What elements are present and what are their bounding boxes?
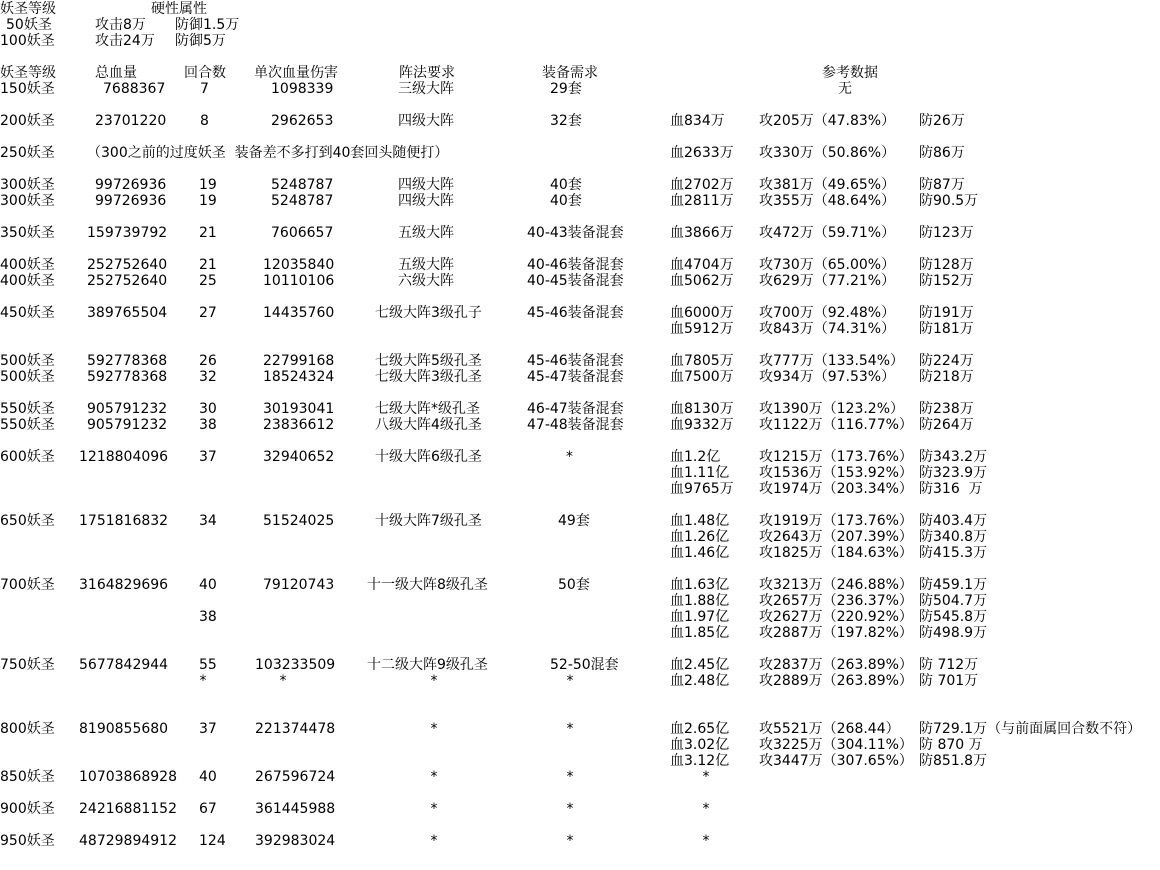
equipment-star: * [566, 673, 574, 689]
ref-attack: 攻1825万（184.63%） [759, 545, 913, 561]
ref-defense: 防403.4万 [919, 513, 988, 529]
ref-defense: 防218万 [919, 369, 974, 385]
row-formation: 四级大阵 [398, 193, 454, 209]
rounds-star: * [199, 673, 207, 689]
row-rounds: 55 [199, 657, 217, 673]
row-total-hp: 389765504 [87, 305, 168, 321]
row-total-hp: 24216881152 [79, 801, 177, 817]
row-rounds: 19 [199, 193, 217, 209]
hardness-attack: 攻击8万 [95, 17, 146, 33]
row-rounds: 26 [199, 353, 217, 369]
row-formation: 七级大阵3级孔圣 [375, 369, 482, 385]
row-level: 900妖圣 [0, 801, 55, 817]
ref-defense: 防128万 [919, 257, 974, 273]
row-level: 750妖圣 [0, 657, 55, 673]
row-level: 400妖圣 [0, 257, 55, 273]
row-total-hp: 23701220 [95, 113, 167, 129]
row-formation: * [430, 769, 438, 785]
ref-defense: 防224万 [919, 353, 974, 369]
hardness-level: 100妖圣 [0, 33, 55, 49]
ref-attack: 攻934万（97.53%） [759, 369, 896, 385]
row-note: （300之前的过度妖圣 装备差不多打到40套回头随便打） [87, 145, 449, 161]
row-level: 350妖圣 [0, 225, 55, 241]
ref-defense: 防459.1万 [919, 577, 988, 593]
ref-hp: 血3.12亿 [670, 753, 730, 769]
ref-hp: 血3866万 [670, 225, 734, 241]
row-damage: 79120743 [263, 577, 335, 593]
ref-defense: 防181万 [919, 321, 974, 337]
row-total-hp: 7688367 [103, 81, 166, 97]
row-rounds: 34 [199, 513, 217, 529]
row-rounds: 8 [200, 113, 209, 129]
ref-hp: 血1.26亿 [670, 529, 730, 545]
ref-defense: 防545.8万 [919, 609, 988, 625]
row-damage: 5248787 [271, 193, 334, 209]
ref-none: 无 [838, 81, 852, 97]
column-header-total-hp: 总血量 [95, 65, 137, 81]
row-rounds: 19 [199, 177, 217, 193]
row-total-hp: 905791232 [87, 401, 168, 417]
row-rounds: 21 [199, 257, 217, 273]
ref-defense: 防729.1万（与前面属回合数不符） [919, 721, 1142, 737]
row-level: 500妖圣 [0, 353, 55, 369]
hardness-attr-header: 硬性属性 [151, 1, 207, 17]
row-equipment: * [566, 449, 573, 465]
ref-attack: 攻1974万（203.34%） [759, 481, 913, 497]
ref-defense: 防238万 [919, 401, 974, 417]
ref-attack: 攻5521万（268.44） [759, 721, 900, 737]
ref-attack: 攻1122万（116.77%） [759, 417, 913, 433]
row-formation: 六级大阵 [398, 273, 454, 289]
row-rounds: 25 [199, 273, 217, 289]
ref-hp: 血8130万 [670, 401, 734, 417]
row-damage: 103233509 [255, 657, 336, 673]
row-total-hp: 905791232 [87, 417, 168, 433]
ref-hp: 血2811万 [670, 193, 734, 209]
ref-attack: 攻330万（50.86%） [759, 145, 896, 161]
ref-defense: 防498.9万 [919, 625, 988, 641]
row-equipment: 45-46装备混套 [527, 305, 624, 321]
ref-defense: 防323.9万 [919, 465, 988, 481]
row-level: 200妖圣 [0, 113, 55, 129]
row-total-hp: 252752640 [87, 257, 168, 273]
ref-defense: 防152万 [919, 273, 974, 289]
row-damage: 14435760 [263, 305, 335, 321]
row-formation: 七级大阵*级孔圣 [375, 401, 480, 417]
ref-hp: 血6000万 [670, 305, 734, 321]
ref-defense: 防90.5万 [919, 193, 979, 209]
row-equipment: 40套 [550, 177, 582, 193]
ref-hp: 血1.48亿 [670, 513, 730, 529]
ref-defense: 防 701万 [919, 673, 979, 689]
row-formation: 四级大阵 [398, 113, 454, 129]
ref-attack: 攻1215万（173.76%） [759, 449, 913, 465]
row-damage: 32940652 [263, 449, 335, 465]
ref-hp: 血7500万 [670, 369, 734, 385]
row-formation: 五级大阵 [398, 257, 454, 273]
row-total-hp: 1218804096 [79, 449, 169, 465]
ref-attack: 攻843万（74.31%） [759, 321, 896, 337]
row-rounds: 40 [199, 577, 217, 593]
ref-attack: 攻3213万（246.88%） [759, 577, 913, 593]
row-level: 850妖圣 [0, 769, 55, 785]
row-equipment: * [566, 833, 574, 849]
column-header-rounds: 回合数 [184, 65, 226, 81]
ref-attack: 攻381万（49.65%） [759, 177, 896, 193]
ref-defense: 防340.8万 [919, 529, 988, 545]
row-formation: 十二级大阵9级孔圣 [367, 657, 488, 673]
row-damage: 51524025 [263, 513, 335, 529]
row-formation: 三级大阵 [398, 81, 454, 97]
ref-hp: 血4704万 [670, 257, 734, 273]
row-total-hp: 8190855680 [79, 721, 169, 737]
ref-hp: 血3.02亿 [670, 737, 730, 753]
ref-hp: 血2.45亿 [670, 657, 730, 673]
ref-star: * [702, 769, 710, 785]
ref-hp: 血2633万 [670, 145, 734, 161]
row-level: 500妖圣 [0, 369, 55, 385]
row-level: 550妖圣 [0, 401, 55, 417]
row-total-hp: 159739792 [87, 225, 168, 241]
row-equipment: 50套 [558, 577, 590, 593]
row-formation: 八级大阵4级孔圣 [375, 417, 482, 433]
row-rounds: 38 [199, 417, 217, 433]
row-equipment: 45-46装备混套 [527, 353, 624, 369]
row-rounds: 30 [199, 401, 217, 417]
ref-defense: 防851.8万 [919, 753, 988, 769]
ref-hp: 血7805万 [670, 353, 734, 369]
ref-defense: 防 712万 [919, 657, 979, 673]
row-damage: 12035840 [263, 257, 335, 273]
ref-hp: 血5062万 [670, 273, 734, 289]
row-damage: 5248787 [271, 177, 334, 193]
row-rounds: 21 [199, 225, 217, 241]
column-header-damage: 单次血量伤害 [254, 65, 338, 81]
row-equipment: 46-47装备混套 [527, 401, 624, 417]
row-level: 400妖圣 [0, 273, 55, 289]
row-damage: 2962653 [271, 113, 334, 129]
row-formation: 十级大阵7级孔圣 [375, 513, 482, 529]
ref-attack: 攻472万（59.71%） [759, 225, 896, 241]
row-formation: 七级大阵5级孔圣 [375, 353, 482, 369]
row-damage: 7606657 [271, 225, 334, 241]
row-equipment: 29套 [550, 81, 582, 97]
row-rounds: 40 [199, 769, 217, 785]
row-total-hp: 1751816832 [79, 513, 169, 529]
ref-hp: 血834万 [670, 113, 725, 129]
ref-attack: 攻3225万（304.11%） [759, 737, 913, 753]
ref-star: * [702, 801, 710, 817]
row-formation: 四级大阵 [398, 177, 454, 193]
row-rounds: 27 [199, 305, 217, 321]
row-equipment: 32套 [550, 113, 582, 129]
row-level: 600妖圣 [0, 449, 55, 465]
ref-attack: 攻205万（47.83%） [759, 113, 896, 129]
row-equipment: 40-43装备混套 [527, 225, 624, 241]
row-level: 300妖圣 [0, 193, 55, 209]
ref-defense: 防316 万 [919, 481, 983, 497]
row-equipment: 40-46装备混套 [527, 257, 624, 273]
ref-attack: 攻2889万（263.89%） [759, 673, 913, 689]
row-rounds-alt: 38 [199, 609, 217, 625]
row-damage: 30193041 [263, 401, 335, 417]
row-damage: 10110106 [263, 273, 335, 289]
ref-hp: 血1.63亿 [670, 577, 730, 593]
ref-defense: 防504.7万 [919, 593, 988, 609]
ref-defense: 防86万 [919, 145, 965, 161]
row-damage: 22799168 [263, 353, 335, 369]
ref-attack: 攻2837万（263.89%） [759, 657, 913, 673]
row-equipment: * [566, 801, 574, 817]
hardness-level: 50妖圣 [6, 17, 52, 33]
ref-defense: 防 870 万 [919, 737, 983, 753]
row-level: 700妖圣 [0, 577, 55, 593]
row-damage: 392983024 [255, 833, 336, 849]
row-level: 950妖圣 [0, 833, 55, 849]
ref-attack: 攻2643万（207.39%） [759, 529, 913, 545]
ref-hp: 血1.88亿 [670, 593, 730, 609]
ref-attack: 攻2627万（220.92%） [759, 609, 913, 625]
row-damage: 1098339 [271, 81, 334, 97]
damage-star: * [279, 673, 287, 689]
ref-defense: 防264万 [919, 417, 974, 433]
row-damage: 18524324 [263, 369, 335, 385]
row-damage: 23836612 [263, 417, 335, 433]
ref-defense: 防415.3万 [919, 545, 988, 561]
row-level: 150妖圣 [0, 81, 55, 97]
ref-hp: 血1.2亿 [670, 449, 721, 465]
ref-attack: 攻355万（48.64%） [759, 193, 896, 209]
ref-star: * [702, 833, 710, 849]
row-damage: 267596724 [255, 769, 336, 785]
hardness-attack: 攻击24万 [95, 33, 155, 49]
ref-defense: 防191万 [919, 305, 974, 321]
row-rounds: 124 [199, 833, 226, 849]
column-header-equipment: 装备需求 [542, 65, 598, 81]
ref-hp: 血9332万 [670, 417, 734, 433]
ref-attack: 攻777万（133.54%） [759, 353, 905, 369]
hardness-defense: 防御5万 [175, 33, 226, 49]
row-rounds: 32 [199, 369, 217, 385]
ref-hp: 血1.97亿 [670, 609, 730, 625]
row-total-hp: 592778368 [87, 353, 168, 369]
ref-attack: 攻3447万（307.65%） [759, 753, 913, 769]
row-rounds: 37 [199, 721, 217, 737]
row-rounds: 67 [199, 801, 217, 817]
row-level: 550妖圣 [0, 417, 55, 433]
ref-attack: 攻1919万（173.76%） [759, 513, 913, 529]
row-total-hp: 99726936 [95, 177, 167, 193]
row-level: 450妖圣 [0, 305, 55, 321]
row-formation: 七级大阵3级孔子 [375, 305, 482, 321]
row-level: 250妖圣 [0, 145, 55, 161]
ref-defense: 防123万 [919, 225, 974, 241]
row-equipment: * [566, 769, 574, 785]
row-equipment: 52-50混套 [550, 657, 619, 673]
ref-attack: 攻2657万（236.37%） [759, 593, 913, 609]
ref-hp: 血5912万 [670, 321, 734, 337]
ref-attack: 攻629万（77.21%） [759, 273, 896, 289]
row-total-hp: 5677842944 [79, 657, 169, 673]
row-level: 800妖圣 [0, 721, 55, 737]
ref-hp: 血2.48亿 [670, 673, 730, 689]
row-formation: 十一级大阵8级孔圣 [367, 577, 488, 593]
ref-attack: 攻700万（92.48%） [759, 305, 896, 321]
row-damage: 221374478 [255, 721, 336, 737]
ref-hp: 血2.65亿 [670, 721, 730, 737]
row-formation: * [430, 801, 438, 817]
hardness-defense: 防御1.5万 [175, 17, 240, 33]
row-total-hp: 592778368 [87, 369, 168, 385]
column-header-formation: 阵法要求 [399, 65, 455, 81]
row-equipment: 40套 [550, 193, 582, 209]
column-header-reference: 参考数据 [822, 65, 878, 81]
row-total-hp: 48729894912 [79, 833, 177, 849]
row-level: 300妖圣 [0, 177, 55, 193]
row-rounds: 37 [199, 449, 217, 465]
formation-star: * [430, 673, 438, 689]
ref-attack: 攻730万（65.00%） [759, 257, 896, 273]
ref-attack: 攻1536万（153.92%） [759, 465, 913, 481]
ref-attack: 攻2887万（197.82%） [759, 625, 913, 641]
row-level: 650妖圣 [0, 513, 55, 529]
ref-hp: 血1.11亿 [670, 465, 730, 481]
row-equipment: 45-47装备混套 [527, 369, 624, 385]
row-equipment: 47-48装备混套 [527, 417, 624, 433]
row-formation: * [430, 721, 438, 737]
row-equipment: 40-45装备混套 [527, 273, 624, 289]
row-total-hp: 3164829696 [79, 577, 169, 593]
ref-hp: 血2702万 [670, 177, 734, 193]
ref-hp: 血9765万 [670, 481, 734, 497]
ref-defense: 防343.2万 [919, 449, 988, 465]
row-equipment: * [566, 721, 574, 737]
row-damage: 361445988 [255, 801, 336, 817]
row-equipment: 49套 [558, 513, 590, 529]
row-formation: * [430, 833, 438, 849]
row-formation: 五级大阵 [398, 225, 454, 241]
row-total-hp: 99726936 [95, 193, 167, 209]
ref-hp: 血1.85亿 [670, 625, 730, 641]
row-total-hp: 252752640 [87, 273, 168, 289]
ref-hp: 血1.46亿 [670, 545, 730, 561]
column-header-level: 妖圣等级 [0, 65, 56, 81]
row-formation: 十级大阵6级孔圣 [375, 449, 482, 465]
hardness-level-header: 妖圣等级 [0, 1, 56, 17]
row-total-hp: 10703868928 [79, 769, 177, 785]
ref-defense: 防87万 [919, 177, 965, 193]
row-rounds: 7 [200, 81, 209, 97]
ref-attack: 攻1390万（123.2%） [759, 401, 905, 417]
ref-defense: 防26万 [919, 113, 965, 129]
